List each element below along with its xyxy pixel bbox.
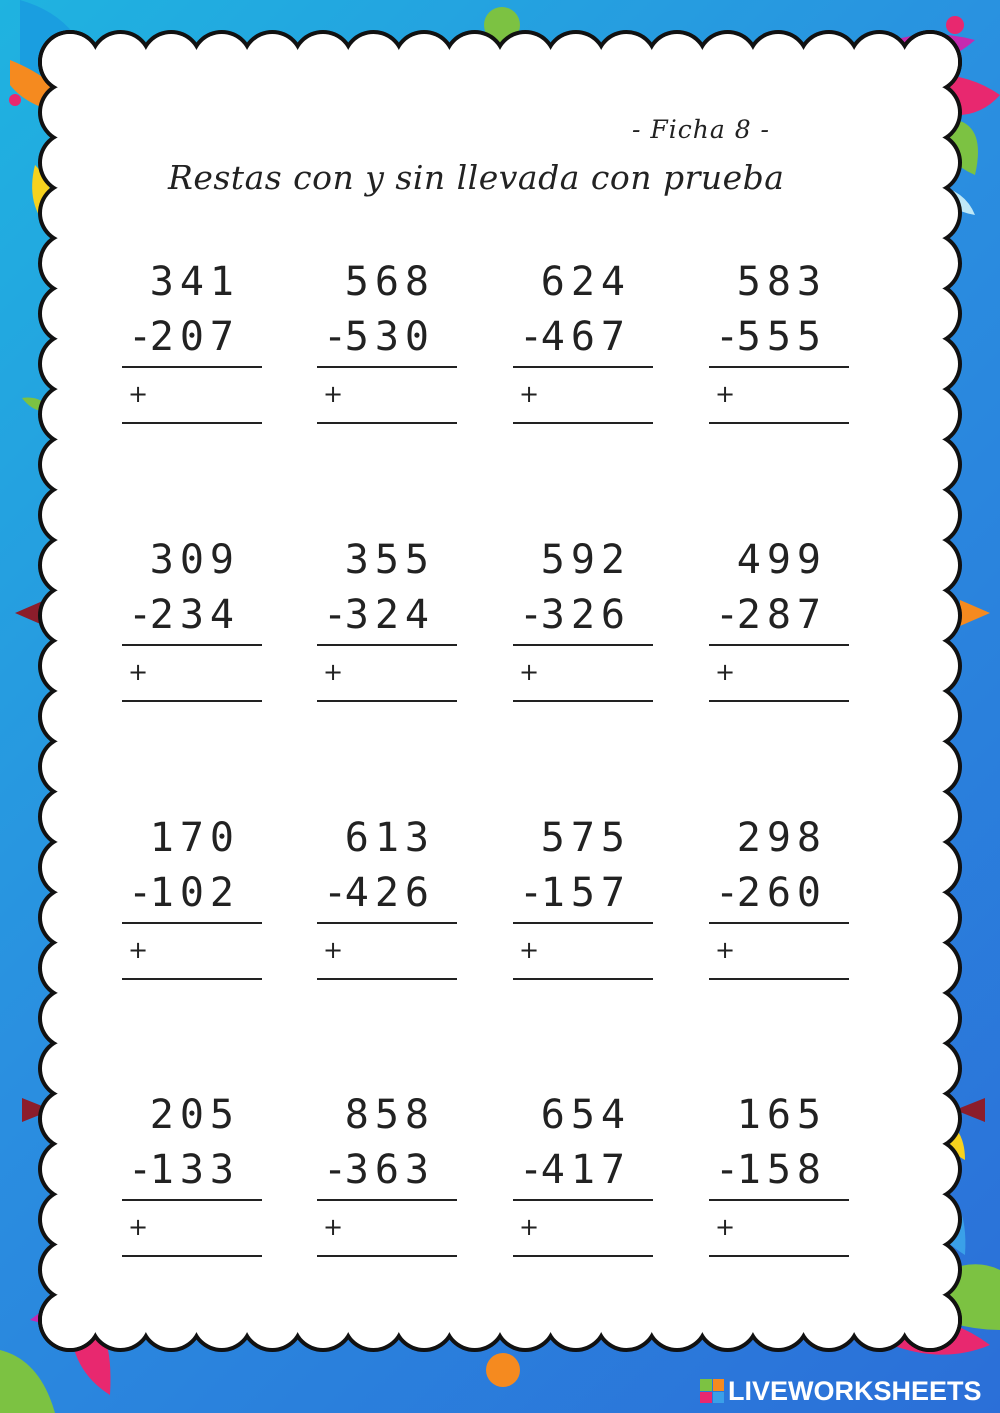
answer-line (513, 644, 653, 646)
subtrahend: 363 (344, 1147, 435, 1193)
check-line (513, 1255, 653, 1257)
minus-sign: - (715, 592, 740, 638)
subtraction-problem (122, 537, 262, 710)
check-sign: + (323, 658, 344, 686)
subtrahend: 260 (736, 870, 827, 916)
minuend: 309 (149, 537, 240, 583)
minus-sign: - (128, 592, 153, 638)
subtraction-problem (317, 1092, 457, 1265)
subtrahend: 287 (736, 592, 827, 638)
minus-sign: - (519, 1147, 544, 1193)
check-line (317, 978, 457, 980)
subtrahend: 555 (736, 314, 827, 360)
answer-line (513, 1199, 653, 1201)
check-line (709, 978, 849, 980)
check-sign: + (323, 1213, 344, 1241)
minus-sign: - (323, 1147, 348, 1193)
check-sign: + (323, 380, 344, 408)
subtrahend: 417 (540, 1147, 631, 1193)
subtraction-problem (709, 815, 849, 988)
minuend: 592 (540, 537, 631, 583)
answer-line (317, 922, 457, 924)
subtraction-problem (317, 815, 457, 988)
subtrahend: 426 (344, 870, 435, 916)
minus-sign: - (323, 592, 348, 638)
minus-sign: - (323, 870, 348, 916)
minuend: 624 (540, 259, 631, 305)
answer-line (317, 1199, 457, 1201)
check-line (709, 700, 849, 702)
subtrahend: 234 (149, 592, 240, 638)
check-line (709, 422, 849, 424)
sheet-number-label: - Ficha 8 - (632, 115, 770, 144)
worksheet-title: Restas con y sin llevada con prueba (168, 158, 785, 197)
subtraction-problem (122, 259, 262, 432)
answer-line (122, 366, 262, 368)
minus-sign: - (519, 592, 544, 638)
subtraction-problem (513, 815, 653, 988)
minuend: 499 (736, 537, 827, 583)
check-line (317, 700, 457, 702)
subtrahend: 467 (540, 314, 631, 360)
check-sign: + (519, 658, 540, 686)
answer-line (709, 922, 849, 924)
subtrahend: 158 (736, 1147, 827, 1193)
subtraction-problem (709, 259, 849, 432)
minuend: 355 (344, 537, 435, 583)
answer-line (709, 366, 849, 368)
answer-line (122, 644, 262, 646)
answer-line (709, 1199, 849, 1201)
check-sign: + (715, 380, 736, 408)
check-sign: + (128, 1213, 149, 1241)
minus-sign: - (323, 314, 348, 360)
brand-text: LIVEWORKSHEETS (728, 1375, 982, 1406)
check-sign: + (128, 658, 149, 686)
check-sign: + (715, 936, 736, 964)
subtraction-problem (513, 1092, 653, 1265)
minus-sign: - (519, 870, 544, 916)
check-line (513, 700, 653, 702)
check-sign: + (715, 1213, 736, 1241)
subtraction-problem (513, 537, 653, 710)
subtrahend: 133 (149, 1147, 240, 1193)
answer-line (513, 366, 653, 368)
subtrahend: 157 (540, 870, 631, 916)
minuend: 583 (736, 259, 827, 305)
liveworksheets-brand (700, 1376, 982, 1406)
check-line (122, 978, 262, 980)
answer-line (317, 366, 457, 368)
subtrahend: 207 (149, 314, 240, 360)
check-line (513, 978, 653, 980)
answer-line (122, 1199, 262, 1201)
answer-line (122, 922, 262, 924)
liveworksheets-logo-icon (700, 1379, 724, 1403)
minuend: 613 (344, 815, 435, 861)
check-sign: + (519, 1213, 540, 1241)
check-line (122, 422, 262, 424)
check-line (122, 700, 262, 702)
check-line (317, 1255, 457, 1257)
subtraction-problem (317, 259, 457, 432)
minuend: 654 (540, 1092, 631, 1138)
minus-sign: - (128, 870, 153, 916)
answer-line (513, 922, 653, 924)
minuend: 205 (149, 1092, 240, 1138)
minuend: 170 (149, 815, 240, 861)
check-line (317, 422, 457, 424)
minuend: 341 (149, 259, 240, 305)
subtraction-problem (317, 537, 457, 710)
check-sign: + (128, 380, 149, 408)
check-sign: + (519, 380, 540, 408)
subtraction-problem (513, 259, 653, 432)
subtraction-problem (122, 1092, 262, 1265)
minus-sign: - (519, 314, 544, 360)
check-line (122, 1255, 262, 1257)
answer-line (317, 644, 457, 646)
subtraction-problem (709, 1092, 849, 1265)
subtraction-problem (122, 815, 262, 988)
minuend: 575 (540, 815, 631, 861)
check-line (709, 1255, 849, 1257)
minus-sign: - (128, 314, 153, 360)
minus-sign: - (715, 314, 740, 360)
check-sign: + (323, 936, 344, 964)
minuend: 858 (344, 1092, 435, 1138)
subtraction-problem (709, 537, 849, 710)
minuend: 298 (736, 815, 827, 861)
subtrahend: 102 (149, 870, 240, 916)
check-sign: + (519, 936, 540, 964)
answer-line (709, 644, 849, 646)
minuend: 568 (344, 259, 435, 305)
minus-sign: - (128, 1147, 153, 1193)
minus-sign: - (715, 870, 740, 916)
check-sign: + (128, 936, 149, 964)
check-sign: + (715, 658, 736, 686)
check-line (513, 422, 653, 424)
minuend: 165 (736, 1092, 827, 1138)
subtrahend: 326 (540, 592, 631, 638)
subtrahend: 324 (344, 592, 435, 638)
minus-sign: - (715, 1147, 740, 1193)
subtrahend: 530 (344, 314, 435, 360)
